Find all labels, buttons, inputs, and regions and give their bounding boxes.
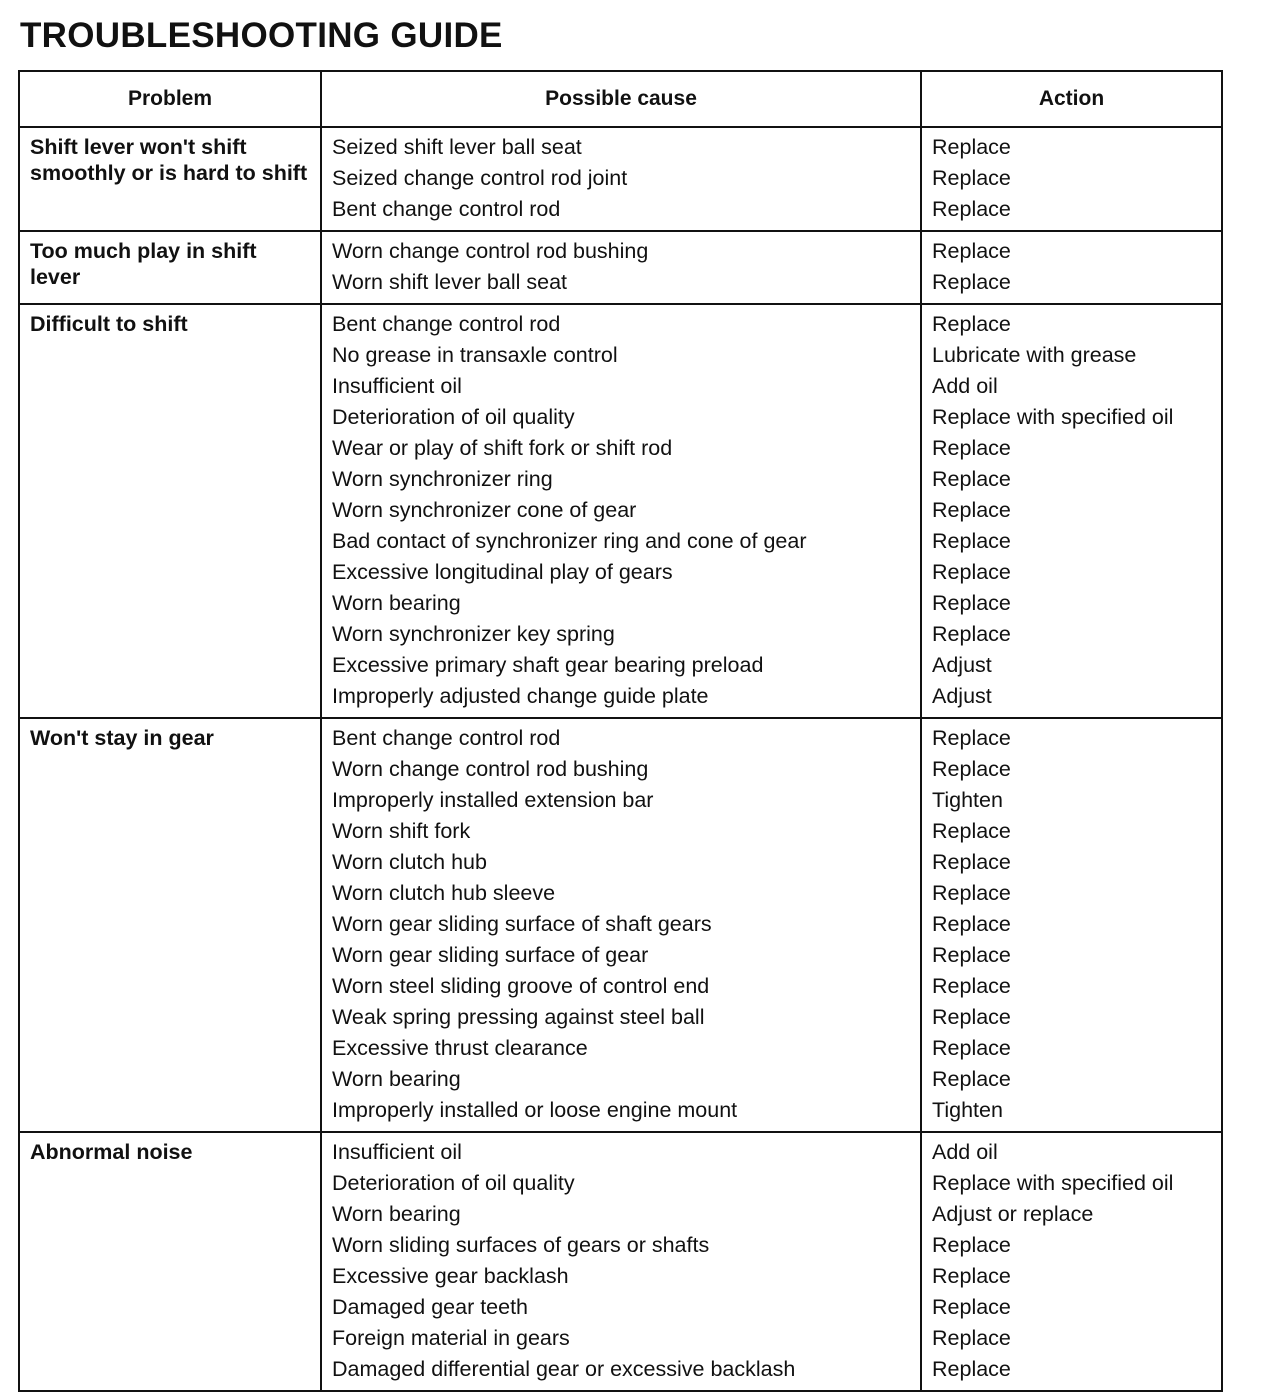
action-item: Adjust or replace	[932, 1202, 1094, 1226]
cause-item: Worn bearing	[332, 1202, 461, 1226]
action-item: Replace	[932, 622, 1011, 646]
problem-group	[19, 1132, 1222, 1391]
problem-cell: Difficult to shift	[19, 304, 321, 718]
cause-item: Bent change control rod	[332, 312, 561, 336]
action-item: Lubricate with grease	[932, 343, 1137, 367]
action-item: Replace with specified oil	[932, 405, 1174, 429]
action-item: Replace	[932, 1295, 1011, 1319]
cause-item: Improperly adjusted change guide plate	[332, 684, 709, 708]
header-problem: Problem	[19, 71, 321, 127]
action-item: Replace	[932, 850, 1011, 874]
action-item: Replace	[932, 1067, 1011, 1091]
action-item: Replace	[932, 135, 1011, 159]
cause-item: Excessive primary shaft gear bearing preload	[332, 653, 764, 677]
action-item: Replace	[932, 166, 1011, 190]
problem-group	[19, 127, 1222, 231]
cause-item: Excessive longitudinal play of gears	[332, 560, 673, 584]
action-item: Tighten	[932, 788, 1003, 812]
cause-item: Worn clutch hub sleeve	[332, 881, 556, 905]
action-item: Replace	[932, 436, 1011, 460]
action-item: Replace	[932, 974, 1011, 998]
action-item: Add oil	[932, 1140, 998, 1164]
action-item: Replace	[932, 197, 1011, 221]
action-cell	[921, 231, 1222, 304]
cause-cell	[321, 304, 921, 718]
cause-item: Insufficient oil	[332, 1140, 462, 1164]
action-item: Replace	[932, 270, 1011, 294]
action-item: Replace	[932, 529, 1011, 553]
action-cell	[921, 1132, 1222, 1391]
cause-item: Worn change control rod bushing	[332, 757, 649, 781]
action-item: Replace	[932, 1357, 1011, 1381]
cause-item: Worn bearing	[332, 1067, 461, 1091]
cause-cell	[321, 718, 921, 1132]
action-cell	[921, 718, 1222, 1132]
header-action: Action	[921, 71, 1222, 127]
cause-item: Deterioration of oil quality	[332, 1171, 575, 1195]
cause-item: Worn shift lever ball seat	[332, 270, 568, 294]
action-cell	[921, 304, 1222, 718]
cause-item: Excessive thrust clearance	[332, 1036, 588, 1060]
cause-item: Worn steel sliding groove of control end	[332, 974, 710, 998]
cause-item: Worn change control rod bushing	[332, 239, 649, 263]
cause-cell	[321, 127, 921, 231]
action-item: Replace	[932, 757, 1011, 781]
cause-item: Insufficient oil	[332, 374, 462, 398]
cause-item: Worn clutch hub	[332, 850, 487, 874]
problem-cell: Shift lever won't shift smoothly or is hard to shift	[19, 127, 321, 231]
cause-item: Bent change control rod	[332, 726, 561, 750]
cause-item: Damaged differential gear or excessive backlash	[332, 1357, 796, 1381]
action-item: Add oil	[932, 374, 998, 398]
cause-item: Improperly installed extension bar	[332, 788, 654, 812]
cause-item: Worn sliding surfaces of gears or shafts	[332, 1233, 710, 1257]
cause-item: Improperly installed or loose engine mount	[332, 1098, 738, 1122]
cause-item: Worn synchronizer key spring	[332, 622, 615, 646]
action-item: Replace with specified oil	[932, 1171, 1174, 1195]
cause-item: No grease in transaxle control	[332, 343, 618, 367]
cause-item: Weak spring pressing against steel ball	[332, 1005, 705, 1029]
problem-cell: Too much play in shift lever	[19, 231, 321, 304]
cause-item: Worn synchronizer ring	[332, 467, 553, 491]
header-cause: Possible cause	[321, 71, 921, 127]
action-item: Adjust	[932, 653, 992, 677]
action-item: Replace	[932, 560, 1011, 584]
cause-item: Foreign material in gears	[332, 1326, 570, 1350]
cause-cell	[321, 1132, 921, 1391]
action-item: Replace	[932, 1326, 1011, 1350]
cause-item: Worn bearing	[332, 591, 461, 615]
problem-cell: Abnormal noise	[19, 1132, 321, 1391]
cause-item: Worn gear sliding surface of gear	[332, 943, 649, 967]
cause-cell	[321, 231, 921, 304]
table-body	[19, 127, 1222, 1391]
action-item: Adjust	[932, 684, 992, 708]
action-item: Replace	[932, 819, 1011, 843]
action-item: Replace	[932, 239, 1011, 263]
action-item: Replace	[932, 1036, 1011, 1060]
header-row	[19, 71, 1222, 127]
action-cell	[921, 127, 1222, 231]
cause-item: Worn shift fork	[332, 819, 471, 843]
page-title: TROUBLESHOOTING GUIDE	[20, 16, 503, 55]
action-item: Replace	[932, 726, 1011, 750]
troubleshooting-table	[18, 70, 1223, 1392]
action-item: Replace	[932, 467, 1011, 491]
cause-item: Bent change control rod	[332, 197, 561, 221]
action-item: Replace	[932, 912, 1011, 936]
action-item: Replace	[932, 943, 1011, 967]
action-item: Replace	[932, 1264, 1011, 1288]
action-item: Replace	[932, 591, 1011, 615]
action-item: Replace	[932, 1233, 1011, 1257]
cause-item: Worn synchronizer cone of gear	[332, 498, 637, 522]
cause-item: Seized shift lever ball seat	[332, 135, 582, 159]
cause-item: Deterioration of oil quality	[332, 405, 575, 429]
problem-group	[19, 718, 1222, 1132]
action-item: Tighten	[932, 1098, 1003, 1122]
cause-item: Seized change control rod joint	[332, 166, 628, 190]
cause-item: Damaged gear teeth	[332, 1295, 529, 1319]
problem-cell: Won't stay in gear	[19, 718, 321, 1132]
cause-item: Bad contact of synchronizer ring and cone of gear	[332, 529, 807, 553]
action-item: Replace	[932, 881, 1011, 905]
cause-item: Worn gear sliding surface of shaft gears	[332, 912, 712, 936]
problem-group	[19, 304, 1222, 718]
cause-item: Wear or play of shift fork or shift rod	[332, 436, 673, 460]
cause-item: Excessive gear backlash	[332, 1264, 569, 1288]
problem-group	[19, 231, 1222, 304]
action-item: Replace	[932, 312, 1011, 336]
action-item: Replace	[932, 498, 1011, 522]
action-item: Replace	[932, 1005, 1011, 1029]
